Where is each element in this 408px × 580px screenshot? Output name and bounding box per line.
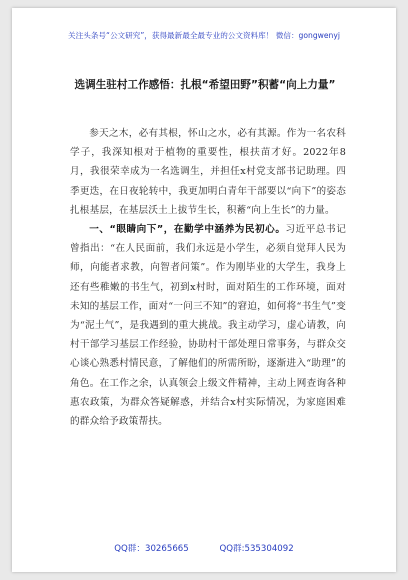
paragraph-lead: 一、“眼睛向下”，在勤学中涵养为民初心。 (89, 224, 286, 236)
header-note: 关注头条号“公文研究”，获得最新最全最专业的公文资料库！ 微信：gongwenyj (68, 31, 340, 40)
document-body (70, 124, 346, 431)
footer-note (12, 542, 396, 554)
footer-qq-group-2: QQ群:535304092 (219, 544, 294, 554)
paragraph-text: 参天之木，必有其根，怀山之水，必有其源。作为一名农科学子，我深知根对于植物的重要性，根扶苗才好。2022年8月，我很荣幸成为一名选调生，并担任x村党支部书记助理。四季更迭，在日夜轮转中，我更加明白青年干部要以“向下”的姿态扎根基层，在基层沃土上拔节生长，积蓄“向上生长”的力量。 (70, 128, 346, 216)
document-page (12, 8, 396, 572)
paragraph-text: 习近平总书记曾指出：“在人民面前，我们永远是小学生，必须自觉拜人民为师，向能者求教，向智者问策”。作为刚毕业的大学生，我身上还有些稚嫩的书生气，初到x村时，面对陌生的工作环境，面对未知的基层工作，面对“一问三不知”的窘迫，如何将“书生气”变为“泥土气”，是我遇到的重大挑战。我主动学习，虚心请教，向村干部学习基层工作经验，协助村干部处理日常事务，与群众交心谈心熟悉村情民意，了解他们的所需所盼，逐渐进入“助理”的角色。在工作之余，认真领会上级文件精神，主动上网查询各种惠农政策，为群众答疑解惑，并结合x村实际情况，为家庭困难的群众给予政策帮扶。 (70, 224, 346, 428)
document-title: 选调生驻村工作感悟：扎根“希望田野”积蓄“向上力量” (74, 79, 336, 91)
paragraph-2 (70, 220, 346, 431)
footer-qq-group-1: QQ群：30265665 (114, 544, 189, 554)
paragraph-1 (70, 124, 346, 220)
